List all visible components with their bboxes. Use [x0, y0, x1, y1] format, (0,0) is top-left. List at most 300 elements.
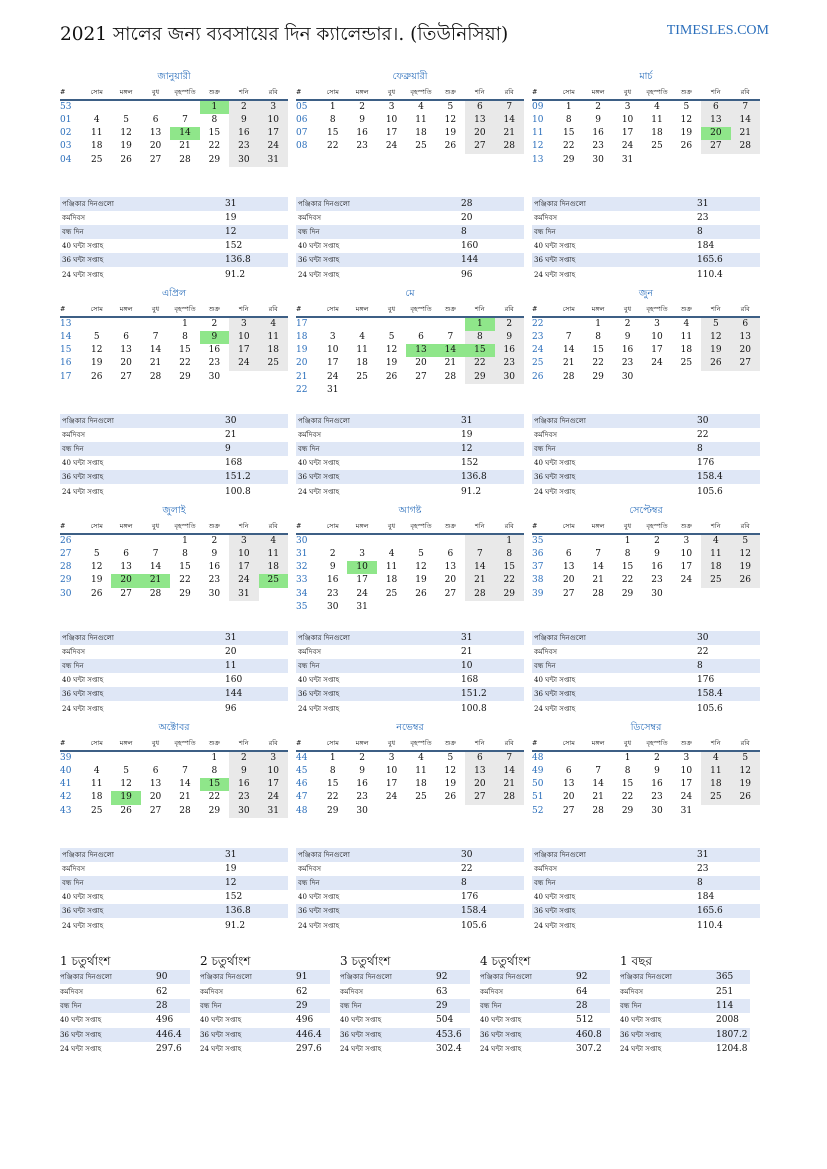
calendar-day[interactable]: 19	[90, 358, 103, 369]
calendar-day[interactable]: 24	[326, 371, 339, 382]
calendar-day[interactable]: 16	[592, 128, 604, 139]
calendar-day[interactable]: 5	[93, 332, 100, 343]
calendar-day[interactable]: 12	[385, 345, 398, 356]
calendar-day[interactable]: 12	[120, 128, 132, 139]
calendar-day[interactable]: 14	[465, 561, 494, 574]
calendar-day[interactable]: 21	[149, 358, 162, 369]
calendar-day[interactable]: 6	[731, 317, 760, 331]
calendar-day[interactable]: 18	[259, 561, 288, 574]
calendar-day[interactable]: 3	[359, 549, 365, 560]
calendar-day[interactable]: 7	[182, 115, 188, 126]
calendar-day[interactable]: 9	[229, 114, 258, 127]
calendar-day[interactable]: 29	[592, 371, 604, 382]
calendar-day[interactable]: 14	[179, 779, 191, 790]
calendar-day[interactable]: 4	[701, 751, 730, 765]
calendar-day[interactable]: 21	[179, 792, 191, 803]
calendar-day[interactable]: 16	[229, 127, 258, 140]
calendar-day[interactable]: 6	[152, 766, 159, 777]
calendar-day[interactable]: 28	[444, 371, 457, 382]
calendar-day[interactable]: 25	[651, 141, 663, 152]
calendar-day[interactable]: 30	[621, 371, 634, 382]
calendar-day[interactable]: 1	[624, 536, 631, 546]
calendar-day[interactable]: 13	[465, 765, 494, 778]
calendar-day[interactable]: 26	[731, 574, 760, 587]
calendar-day[interactable]: 29	[326, 805, 339, 816]
calendar-day[interactable]: 21	[592, 575, 604, 586]
calendar-day[interactable]: 20	[149, 141, 162, 152]
calendar-day[interactable]: 17	[259, 127, 288, 140]
calendar-day[interactable]: 13	[149, 128, 162, 139]
calendar-day[interactable]: 7	[447, 332, 454, 343]
calendar-day[interactable]: 13	[562, 779, 575, 790]
calendar-day[interactable]: 21	[495, 127, 524, 140]
month-name[interactable]: এপ্রিল	[161, 288, 187, 299]
calendar-day[interactable]: 1	[495, 534, 524, 548]
calendar-day[interactable]: 2	[229, 751, 258, 765]
calendar-day[interactable]: 5	[123, 766, 129, 777]
calendar-day[interactable]: 25	[356, 371, 368, 382]
calendar-day[interactable]: 5	[683, 102, 690, 112]
calendar-day[interactable]: 1	[200, 100, 229, 114]
calendar-day[interactable]: 28	[149, 588, 162, 599]
calendar-day[interactable]: 5	[418, 549, 424, 560]
calendar-day[interactable]: 4	[683, 319, 690, 329]
calendar-day[interactable]: 6	[465, 751, 494, 765]
calendar-day[interactable]: 9	[654, 549, 660, 560]
calendar-day[interactable]: 25	[90, 805, 103, 816]
calendar-day[interactable]: 4	[418, 753, 424, 763]
calendar-day[interactable]: 11	[259, 548, 288, 561]
calendar-day[interactable]: 2	[329, 549, 336, 560]
calendar-day[interactable]: 2	[495, 317, 524, 331]
calendar-day[interactable]: 14	[170, 127, 199, 140]
calendar-day[interactable]: 27	[465, 140, 494, 153]
calendar-day[interactable]: 12	[731, 548, 760, 561]
calendar-day[interactable]: 22	[495, 574, 524, 587]
calendar-day[interactable]: 1	[565, 102, 572, 112]
calendar-day[interactable]: 1	[329, 102, 336, 112]
calendar-day[interactable]: 15	[621, 562, 634, 573]
calendar-day[interactable]: 16	[208, 345, 221, 356]
calendar-day[interactable]: 20	[701, 127, 730, 140]
calendar-day[interactable]: 28	[562, 371, 575, 382]
calendar-day[interactable]: 15	[326, 779, 339, 790]
calendar-day[interactable]: 30	[651, 805, 663, 816]
calendar-day[interactable]: 1	[624, 753, 631, 763]
calendar-day[interactable]: 31	[326, 384, 339, 395]
calendar-day[interactable]: 14	[592, 779, 604, 790]
calendar-day[interactable]: 4	[93, 766, 100, 777]
calendar-day[interactable]: 11	[415, 766, 427, 777]
calendar-day[interactable]: 27	[415, 371, 427, 382]
calendar-day[interactable]: 25	[415, 792, 427, 803]
calendar-day[interactable]: 13	[444, 562, 457, 573]
calendar-day[interactable]: 4	[418, 102, 424, 112]
calendar-day[interactable]: 3	[624, 102, 631, 112]
calendar-day[interactable]: 27	[444, 588, 457, 599]
calendar-day[interactable]: 12	[444, 766, 457, 777]
calendar-day[interactable]: 15	[562, 128, 575, 139]
calendar-day[interactable]: 26	[120, 805, 132, 816]
calendar-day[interactable]: 18	[90, 141, 103, 152]
calendar-day[interactable]: 17	[229, 344, 258, 357]
calendar-day[interactable]: 2	[359, 753, 365, 763]
calendar-day[interactable]: 14	[149, 345, 162, 356]
calendar-day[interactable]: 8	[182, 549, 188, 560]
calendar-day[interactable]: 13	[731, 331, 760, 344]
calendar-day[interactable]: 1	[182, 536, 188, 546]
calendar-day[interactable]: 20	[444, 575, 457, 586]
calendar-day[interactable]: 11	[356, 345, 368, 356]
calendar-day[interactable]: 13	[120, 345, 132, 356]
calendar-day[interactable]: 31	[356, 601, 368, 612]
calendar-day[interactable]: 19	[701, 344, 730, 357]
month-name[interactable]: সেপ্টেম্বর	[629, 505, 663, 516]
calendar-day[interactable]: 12	[731, 765, 760, 778]
calendar-day[interactable]: 24	[651, 358, 663, 369]
calendar-day[interactable]: 20	[731, 344, 760, 357]
calendar-day[interactable]: 20	[562, 575, 575, 586]
calendar-day[interactable]: 16	[356, 128, 368, 139]
calendar-day[interactable]: 23	[356, 141, 368, 152]
calendar-day[interactable]: 11	[90, 128, 103, 139]
month-name[interactable]: ফেব্রুয়ারী	[392, 71, 428, 82]
month-name[interactable]: আগষ্ট	[398, 505, 422, 516]
calendar-day[interactable]: 23	[651, 792, 663, 803]
calendar-day[interactable]: 14	[592, 562, 604, 573]
calendar-day[interactable]: 10	[621, 115, 634, 126]
calendar-day[interactable]: 26	[444, 141, 457, 152]
calendar-day[interactable]: 27	[149, 805, 162, 816]
calendar-day[interactable]: 12	[444, 115, 457, 126]
calendar-day[interactable]: 24	[259, 140, 288, 153]
calendar-day[interactable]: 15	[592, 345, 604, 356]
calendar-day[interactable]: 11	[680, 332, 693, 343]
calendar-day[interactable]: 1	[595, 319, 601, 329]
calendar-day[interactable]: 15	[179, 562, 191, 573]
calendar-day[interactable]: 21	[495, 778, 524, 791]
calendar-day[interactable]: 5	[731, 751, 760, 765]
calendar-day[interactable]: 28	[731, 140, 760, 153]
calendar-day[interactable]: 24	[385, 141, 398, 152]
calendar-day[interactable]: 28	[495, 140, 524, 153]
calendar-day[interactable]: 6	[701, 100, 730, 114]
calendar-day[interactable]: 22	[326, 792, 339, 803]
calendar-day[interactable]: 11	[385, 562, 398, 573]
calendar-day[interactable]: 14	[562, 345, 575, 356]
calendar-day[interactable]: 13	[465, 114, 494, 127]
calendar-day[interactable]: 24	[259, 791, 288, 804]
calendar-day[interactable]: 29	[465, 371, 494, 384]
calendar-day[interactable]: 23	[495, 357, 524, 370]
month-name[interactable]: মে	[405, 288, 415, 299]
calendar-day[interactable]: 25	[701, 574, 730, 587]
calendar-day[interactable]: 2	[654, 753, 660, 763]
calendar-day[interactable]: 12	[415, 562, 427, 573]
calendar-day[interactable]: 7	[595, 766, 601, 777]
calendar-day[interactable]: 17	[259, 778, 288, 791]
calendar-day[interactable]: 13	[120, 562, 132, 573]
month-name[interactable]: অক্টোবর	[158, 722, 190, 733]
calendar-day[interactable]: 3	[229, 317, 258, 331]
calendar-day[interactable]: 19	[731, 778, 760, 791]
calendar-day[interactable]: 28	[465, 588, 494, 601]
calendar-day[interactable]: 22	[621, 792, 634, 803]
calendar-day[interactable]: 13	[562, 562, 575, 573]
calendar-day[interactable]: 9	[329, 562, 336, 573]
calendar-day[interactable]: 21	[444, 358, 457, 369]
calendar-day[interactable]: 22	[621, 575, 634, 586]
calendar-day[interactable]: 22	[562, 141, 575, 152]
calendar-day[interactable]: 31	[259, 805, 288, 818]
month-name[interactable]: জানুয়ারী	[157, 71, 191, 82]
calendar-day[interactable]: 5	[701, 317, 730, 331]
calendar-day[interactable]: 12	[680, 115, 693, 126]
calendar-day[interactable]: 20	[149, 792, 162, 803]
calendar-day[interactable]: 14	[731, 114, 760, 127]
calendar-day[interactable]: 17	[385, 128, 398, 139]
calendar-day[interactable]: 21	[141, 574, 170, 587]
calendar-day[interactable]: 11	[90, 779, 103, 790]
calendar-day[interactable]: 12	[90, 562, 103, 573]
month-name[interactable]: মার্চ	[639, 71, 653, 82]
calendar-day[interactable]: 17	[621, 128, 634, 139]
calendar-day[interactable]: 2	[229, 100, 258, 114]
calendar-day[interactable]: 19	[111, 791, 140, 804]
calendar-day[interactable]: 29	[621, 588, 634, 599]
calendar-day[interactable]: 2	[624, 319, 631, 329]
calendar-day[interactable]: 24	[680, 792, 693, 803]
calendar-day[interactable]: 15	[621, 779, 634, 790]
calendar-day[interactable]: 24	[621, 141, 634, 152]
calendar-day[interactable]: 29	[208, 154, 221, 165]
calendar-day[interactable]: 5	[93, 549, 100, 560]
calendar-day[interactable]: 16	[326, 575, 339, 586]
calendar-day[interactable]: 26	[90, 371, 103, 382]
calendar-day[interactable]: 8	[624, 549, 631, 560]
calendar-day[interactable]: 30	[229, 805, 258, 818]
calendar-day[interactable]: 28	[149, 371, 162, 382]
calendar-day[interactable]: 4	[259, 317, 288, 331]
calendar-day[interactable]: 31	[229, 588, 258, 601]
calendar-day[interactable]: 19	[444, 779, 457, 790]
calendar-day[interactable]: 20	[111, 574, 140, 587]
calendar-day[interactable]: 22	[179, 575, 191, 586]
calendar-day[interactable]: 30	[326, 601, 339, 612]
calendar-day[interactable]: 25	[415, 141, 427, 152]
calendar-day[interactable]: 22	[208, 141, 221, 152]
calendar-day[interactable]: 7	[495, 100, 524, 114]
calendar-day[interactable]: 18	[651, 128, 663, 139]
calendar-day[interactable]: 6	[123, 332, 129, 343]
calendar-day[interactable]: 3	[388, 753, 395, 763]
calendar-day[interactable]: 1	[465, 317, 494, 331]
calendar-day[interactable]: 20	[562, 792, 575, 803]
calendar-day[interactable]: 17	[229, 561, 258, 574]
calendar-day[interactable]: 29	[621, 805, 634, 816]
calendar-day[interactable]: 26	[444, 792, 457, 803]
calendar-day[interactable]: 3	[683, 536, 690, 546]
calendar-day[interactable]: 25	[259, 357, 288, 370]
calendar-day[interactable]: 1	[182, 319, 188, 329]
calendar-day[interactable]: 15	[208, 128, 221, 139]
calendar-day[interactable]: 20	[415, 358, 427, 369]
calendar-day[interactable]: 13	[701, 114, 730, 127]
calendar-day[interactable]: 2	[595, 102, 601, 112]
calendar-day[interactable]: 16	[229, 778, 258, 791]
calendar-day[interactable]: 25	[701, 791, 730, 804]
calendar-day[interactable]: 23	[651, 575, 663, 586]
calendar-day[interactable]: 5	[123, 115, 129, 126]
site-brand-link[interactable]: TIMESLES.COM	[666, 23, 769, 38]
calendar-day[interactable]: 27	[562, 588, 575, 599]
month-name[interactable]: জুন	[638, 288, 654, 299]
calendar-day[interactable]: 4	[701, 534, 730, 548]
calendar-day[interactable]: 10	[326, 345, 339, 356]
calendar-day[interactable]: 15	[200, 778, 229, 791]
calendar-day[interactable]: 7	[182, 766, 188, 777]
calendar-day[interactable]: 15	[179, 345, 191, 356]
calendar-day[interactable]: 16	[495, 344, 524, 357]
month-name[interactable]: ডিসেম্বর	[630, 722, 662, 733]
calendar-day[interactable]: 7	[565, 332, 572, 343]
calendar-day[interactable]: 17	[356, 575, 368, 586]
calendar-day[interactable]: 7	[495, 751, 524, 765]
calendar-day[interactable]: 18	[680, 345, 693, 356]
calendar-day[interactable]: 23	[229, 140, 258, 153]
calendar-day[interactable]: 18	[415, 128, 427, 139]
calendar-day[interactable]: 22	[326, 141, 339, 152]
calendar-day[interactable]: 29	[495, 588, 524, 601]
calendar-day[interactable]: 8	[565, 115, 572, 126]
calendar-day[interactable]: 10	[680, 766, 693, 777]
calendar-day[interactable]: 10	[259, 114, 288, 127]
calendar-day[interactable]: 8	[329, 766, 336, 777]
calendar-day[interactable]: 25	[385, 588, 398, 599]
calendar-day[interactable]: 2	[211, 319, 218, 329]
calendar-day[interactable]: 2	[359, 102, 365, 112]
calendar-day[interactable]: 8	[624, 766, 631, 777]
calendar-day[interactable]: 10	[229, 331, 258, 344]
calendar-day[interactable]: 24	[680, 575, 693, 586]
calendar-day[interactable]: 24	[356, 588, 368, 599]
calendar-day[interactable]: 10	[680, 549, 693, 560]
calendar-day[interactable]: 27	[120, 588, 132, 599]
calendar-day[interactable]: 4	[359, 332, 365, 343]
calendar-day[interactable]: 5	[447, 102, 454, 112]
calendar-day[interactable]: 17	[385, 779, 398, 790]
calendar-day[interactable]: 8	[465, 331, 494, 344]
calendar-day[interactable]: 26	[90, 588, 103, 599]
calendar-day[interactable]: 9	[654, 766, 660, 777]
calendar-day[interactable]: 3	[654, 319, 660, 329]
calendar-day[interactable]: 31	[680, 805, 693, 816]
calendar-day[interactable]: 26	[415, 588, 427, 599]
calendar-day[interactable]: 29	[562, 154, 575, 165]
calendar-day[interactable]: 21	[731, 127, 760, 140]
calendar-day[interactable]: 1	[329, 753, 336, 763]
calendar-day[interactable]: 10	[651, 332, 663, 343]
calendar-day[interactable]: 3	[683, 753, 690, 763]
calendar-day[interactable]: 18	[356, 358, 368, 369]
calendar-day[interactable]: 5	[447, 753, 454, 763]
calendar-day[interactable]: 10	[347, 561, 376, 574]
calendar-day[interactable]: 5	[388, 332, 395, 343]
calendar-day[interactable]: 25	[680, 358, 693, 369]
calendar-day[interactable]: 20	[120, 358, 132, 369]
calendar-day[interactable]: 8	[329, 115, 336, 126]
calendar-day[interactable]: 30	[592, 154, 604, 165]
calendar-day[interactable]: 23	[592, 141, 604, 152]
calendar-day[interactable]: 9	[495, 331, 524, 344]
calendar-day[interactable]: 3	[259, 100, 288, 114]
calendar-day[interactable]: 15	[326, 128, 339, 139]
calendar-day[interactable]: 31	[259, 154, 288, 167]
calendar-day[interactable]: 25	[90, 154, 103, 165]
calendar-day[interactable]: 16	[651, 562, 663, 573]
calendar-day[interactable]: 4	[654, 102, 660, 112]
calendar-day[interactable]: 18	[90, 792, 103, 803]
calendar-day[interactable]: 2	[654, 536, 660, 546]
calendar-day[interactable]: 30	[356, 805, 368, 816]
calendar-day[interactable]: 7	[731, 100, 760, 114]
calendar-day[interactable]: 11	[651, 115, 663, 126]
calendar-day[interactable]: 6	[465, 100, 494, 114]
calendar-day[interactable]: 9	[229, 765, 258, 778]
calendar-day[interactable]: 10	[385, 766, 398, 777]
calendar-day[interactable]: 18	[385, 575, 398, 586]
calendar-day[interactable]: 22	[208, 792, 221, 803]
calendar-day[interactable]: 14	[495, 114, 524, 127]
calendar-day[interactable]: 12	[701, 331, 730, 344]
calendar-day[interactable]: 7	[152, 332, 159, 343]
calendar-day[interactable]: 18	[259, 344, 288, 357]
calendar-day[interactable]: 14	[149, 562, 162, 573]
calendar-day[interactable]: 19	[120, 141, 132, 152]
calendar-day[interactable]: 27	[149, 154, 162, 165]
calendar-day[interactable]: 28	[495, 791, 524, 804]
calendar-day[interactable]: 26	[385, 371, 398, 382]
calendar-day[interactable]: 30	[208, 588, 221, 599]
calendar-day[interactable]: 23	[621, 358, 634, 369]
calendar-day[interactable]: 6	[565, 766, 572, 777]
calendar-day[interactable]: 28	[592, 588, 604, 599]
calendar-day[interactable]: 2	[211, 536, 218, 546]
calendar-day[interactable]: 26	[731, 791, 760, 804]
calendar-day[interactable]: 29	[208, 805, 221, 816]
calendar-day[interactable]: 19	[385, 358, 398, 369]
calendar-day[interactable]: 30	[208, 371, 221, 382]
calendar-day[interactable]: 7	[465, 548, 494, 561]
calendar-day[interactable]: 12	[90, 345, 103, 356]
calendar-day[interactable]: 3	[388, 102, 395, 112]
calendar-day[interactable]: 21	[592, 792, 604, 803]
month-name[interactable]: জুলাই	[162, 505, 186, 516]
calendar-day[interactable]: 19	[731, 561, 760, 574]
calendar-day[interactable]: 31	[621, 154, 634, 165]
calendar-day[interactable]: 19	[444, 128, 457, 139]
calendar-day[interactable]: 3	[329, 332, 336, 343]
calendar-day[interactable]: 9	[200, 331, 229, 344]
calendar-day[interactable]: 4	[388, 549, 395, 560]
calendar-day[interactable]: 10	[259, 765, 288, 778]
calendar-day[interactable]: 28	[592, 805, 604, 816]
calendar-day[interactable]: 21	[179, 141, 191, 152]
calendar-day[interactable]: 29	[179, 588, 191, 599]
calendar-day[interactable]: 23	[208, 358, 221, 369]
calendar-day[interactable]: 26	[680, 141, 693, 152]
calendar-day[interactable]: 9	[595, 115, 601, 126]
